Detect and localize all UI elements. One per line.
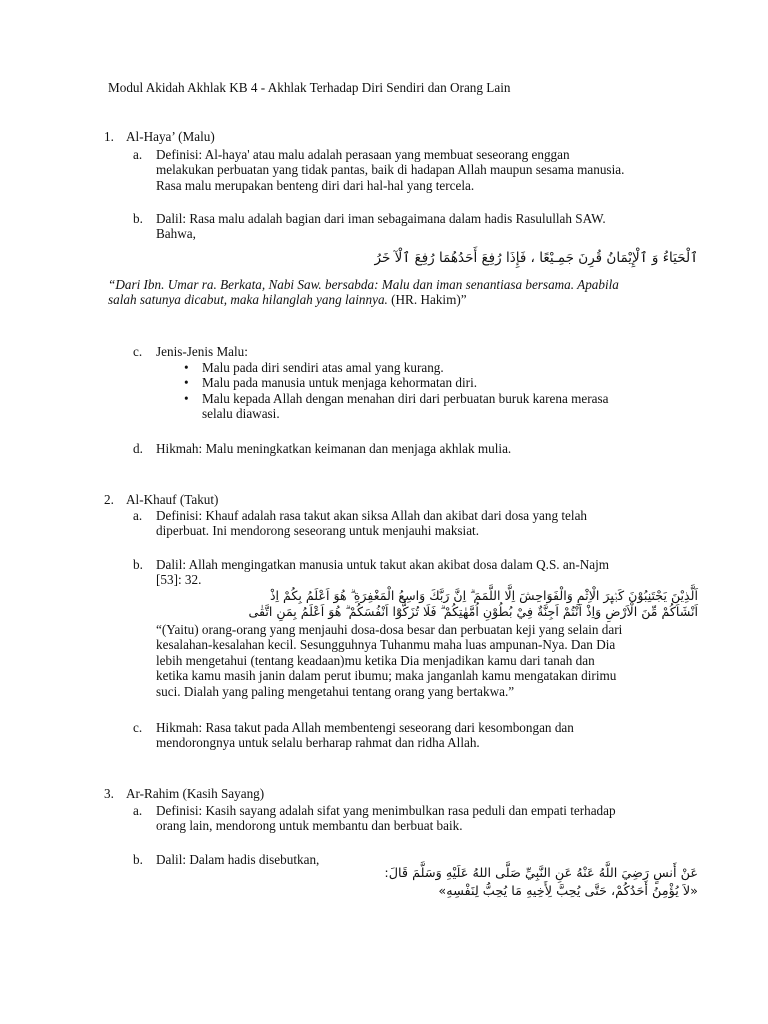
text-line: “(Yaitu) orang-orang yang menjauhi dosa-dosa besar dan perbuatan keji yang selain dari — [156, 622, 623, 637]
dalil-ar-rahim: Dalil: Dalam hadis disebutkan, — [156, 852, 320, 867]
item-letter-d: d. — [133, 441, 143, 456]
text-line: [53]: 32. — [156, 572, 202, 588]
hikmah-al-khauf — [156, 720, 716, 751]
text-line: selalu diawasi. — [202, 406, 280, 422]
dalil-al-haya — [156, 211, 716, 242]
text-line: Rasa malu merupakan benteng diri dari hal-hal yang tercela. — [156, 177, 475, 193]
text-line: Malu pada diri sendiri atas amal yang kurang. — [202, 360, 444, 375]
jenis-malu-list — [180, 360, 720, 422]
list-item — [180, 360, 720, 375]
item-letter-a: a. — [133, 147, 143, 162]
text-line: ketika kamu masih janin dalam perut ibumu; maka janganlah kamu mengatakan dirimu — [156, 668, 617, 684]
section-number: 1. — [104, 129, 114, 144]
text-line: Bahwa, — [156, 226, 196, 242]
text-line: Definisi: Khauf adalah rasa takut akan siksa Allah dan akibat dari dosa yang telah — [156, 508, 588, 523]
bullet-icon: • — [184, 360, 189, 375]
item-letter-b: b. — [133, 211, 143, 226]
item-letter-c: c. — [133, 344, 143, 359]
list-item — [180, 375, 720, 390]
ayat-translation — [156, 622, 726, 699]
list-item — [180, 391, 720, 422]
definition-al-haya — [156, 147, 716, 193]
bullet-icon: • — [184, 390, 189, 406]
text-line: Definisi: Al-haya' atau malu adalah perasaan yang membuat seseorang enggan — [156, 147, 570, 162]
dalil-al-khauf — [156, 557, 716, 588]
bullet-icon: • — [184, 375, 189, 391]
item-letter-c: c. — [133, 720, 143, 735]
text-line: Hikmah: Rasa takut pada Allah membentengi seseorang dari kesombongan dan — [156, 720, 574, 735]
section-number: 3. — [104, 786, 114, 801]
text-line: Definisi: Kasih sayang adalah sifat yang menimbulkan rasa peduli dan empati terhadap — [156, 803, 616, 818]
section-heading-al-khauf: Al-Khauf (Takut) — [126, 492, 219, 507]
text-line: Dalil: Allah mengingatkan manusia untuk takut akan akibat dosa dalam Q.S. an-Najm — [156, 557, 610, 572]
hikmah-al-haya: Hikmah: Malu meningkatkan keimanan dan menjaga akhlak mulia. — [156, 441, 512, 456]
section-heading-al-haya: Al-Haya’ (Malu) — [126, 129, 215, 144]
item-letter-a: a. — [133, 508, 143, 523]
arabic-ayat-line-1: اَلَّذِيْنَ يَجْتَنِبُوْنَ كَبٰۤىِٕرَ الْاِثْمِ وَالْفَوَاحِشَ اِلَّا اللَّمَمَ ۗ اِنَّ رَبَّكَ وَاسِعُ الْمَغْفِرَةِ ۗ هُوَ اَعْلَمُ بِكُمْ اِذْ — [269, 588, 698, 603]
definition-ar-rahim — [156, 803, 726, 834]
arabic-hadith-line-1: عَنْ أَنسٍ رَضِيَ اللَّهُ عَنْهُ عَنِ النَّبِيِّ صَلَّى اللهُ عَلَيْهِ وَسَلَّمَ قَالَ: — [384, 866, 698, 881]
definition-al-khauf — [156, 508, 716, 539]
text-line: Malu pada manusia untuk menjaga kehormatan diri. — [202, 375, 478, 391]
item-letter-a: a. — [133, 803, 143, 818]
text-line: salah satunya dicabut, maka hilanglah yang lainnya. — [108, 292, 388, 308]
text-line: melakukan perbuatan yang tidak pantas, baik di hadapan Allah maupun sesama manusia. — [156, 162, 625, 178]
section-heading-ar-rahim: Ar-Rahim (Kasih Sayang) — [126, 786, 265, 801]
text-line: suci. Dialah yang paling mengetahui tentang orang yang bertakwa.” — [156, 683, 515, 699]
text-line: diperbuat. Ini mendorong seseorang untuk menjauhi maksiat. — [156, 523, 480, 539]
citation: (HR. Hakim)” — [387, 292, 467, 308]
text-line: Malu kepada Allah dengan menahan diri dari perbuatan buruk karena merasa — [202, 390, 609, 406]
item-letter-b: b. — [133, 852, 143, 867]
text-line: “Dari Ibn. Umar ra. Berkata, Nabi Saw. bersabda: Malu dan iman senantiasa bersama. Apabila — [108, 277, 619, 292]
jenis-malu-heading: Jenis-Jenis Malu: — [156, 344, 248, 359]
page-title: Modul Akidah Akhlak KB 4 - Akhlak Terhadap Diri Sendiri dan Orang Lain — [108, 80, 511, 95]
text-line: Dalil: Rasa malu adalah bagian dari iman sebagaimana dalam hadis Rasulullah SAW. — [156, 211, 606, 226]
text-line: kesalahan-kesalahan kecil. Sesungguhnya Tuhanmu maha luas ampunan-Nya. Dan Dia — [156, 637, 616, 653]
text-line: orang lain, mendorong untuk membantu dan berbuat baik. — [156, 818, 463, 834]
section-number: 2. — [104, 492, 114, 507]
text-line: lebih mengetahui (tentang keadaan)mu ketika Dia menjadikan kamu dari tanah dan — [156, 652, 595, 668]
hadith-translation-haya — [108, 277, 728, 308]
arabic-ayat-line-2: اَنْشَاَكُمْ مِّنَ الْاَرْضِ وَاِذْ اَنْتُمْ اَجِنَّةٌ فِيْ بُطُوْنِ اُمَّهٰتِكُمْ ۗ فَلَا تُزَكُّوْٓا اَنْفُسَكُمْ ۗ هُوَ اَعْلَمُ بِمَنِ اتَّقٰى — [248, 604, 698, 619]
text-line: mendorongnya untuk selalu berharap rahmat dan ridha Allah. — [156, 735, 480, 751]
arabic-hadith-haya: ٱلْحَيَاءُ وَ ٱلْإِيْمَانُ قُرِنَ جَمِـيْعًا ، فَإِذَا رُفِعَ أَحَدُهُمَا رُفِعَ ٱلْآ خَرُ — [374, 250, 698, 266]
item-letter-b: b. — [133, 557, 143, 572]
arabic-hadith-line-2: «لاَ يُؤْمِنُ أَحَدُكُمْ، حَتَّى يُحِبَّ لِأَخِيهِ مَا يُحِبُّ لِنَفْسِهِ» — [438, 884, 698, 899]
